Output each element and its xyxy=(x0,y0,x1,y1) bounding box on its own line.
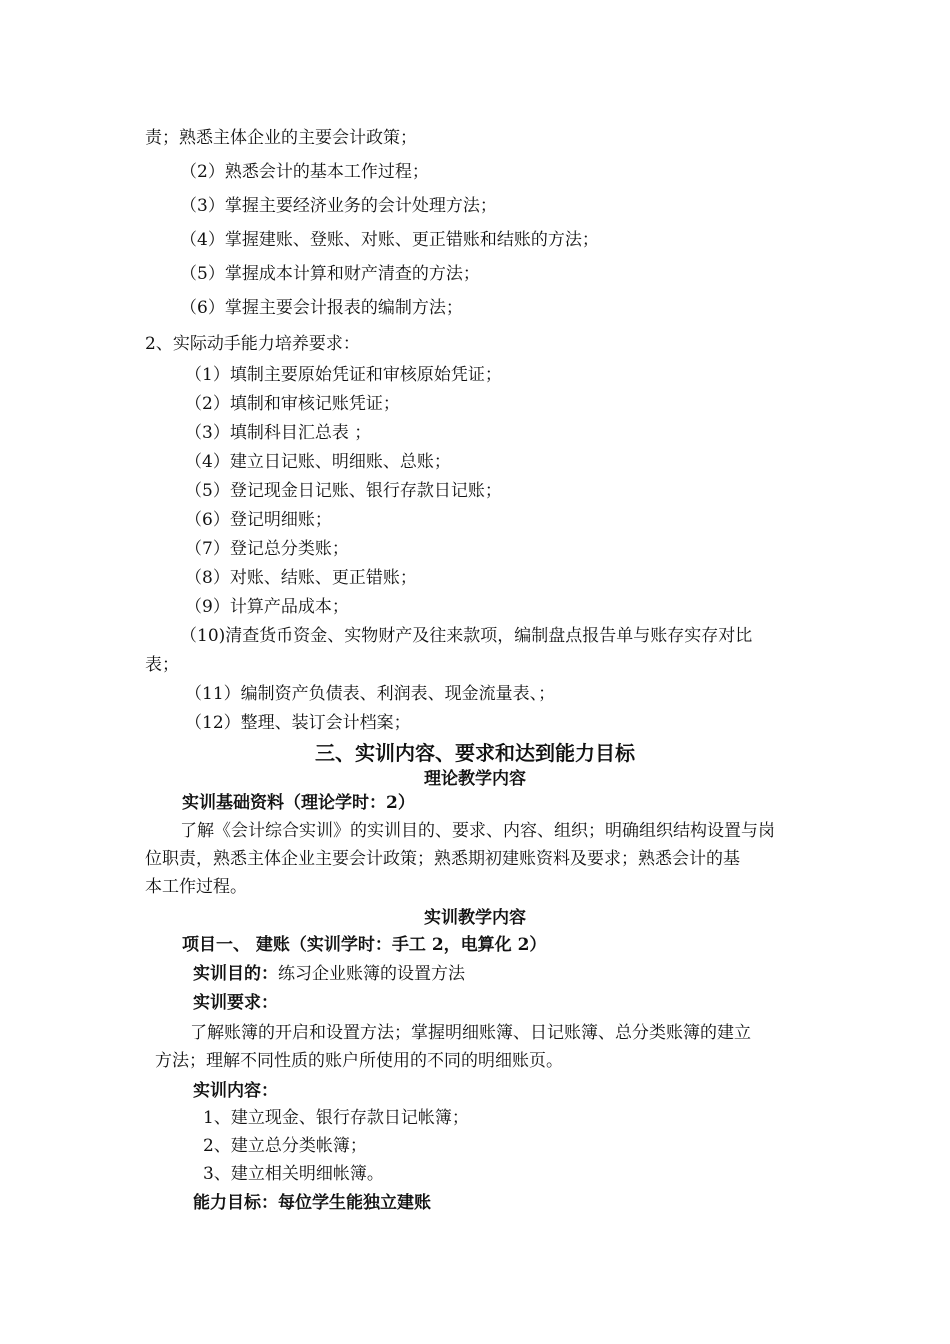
list-item: （12）整理、装订会计档案； xyxy=(185,713,411,733)
list-item: （2）填制和审核记账凭证； xyxy=(185,394,400,414)
purpose-label: 实训目的： xyxy=(193,964,278,984)
paragraph-line: 了解《会计综合实训》的实训目的、要求、内容、组织；明确组织结构设置与岗 xyxy=(180,821,775,841)
list-item: （4）建立日记账、明细账、总账； xyxy=(185,452,451,472)
project-heading: 项目一、 建账（实训学时：手工 2，电算化 2） xyxy=(182,935,547,955)
list-item: （2）熟悉会计的基本工作过程； xyxy=(180,162,429,182)
content-label: 实训内容： xyxy=(193,1081,278,1101)
list-item: （6）登记明细账； xyxy=(185,510,332,530)
list-item: （7）登记总分类账； xyxy=(185,539,349,559)
list-item: （6）掌握主要会计报表的编制方法； xyxy=(180,298,463,318)
list-item: 1、建立现金、银行存款日记帐簿； xyxy=(203,1108,469,1128)
paragraph-line: 了解账簿的开启和设置方法；掌握明细账簿、日记账簿、总分类账簿的建立 xyxy=(190,1023,751,1043)
paragraph-line: 方法；理解不同性质的账户所使用的不同的明细账页。 xyxy=(155,1051,563,1071)
list-item: （3）掌握主要经济业务的会计处理方法； xyxy=(180,196,497,216)
list-item: （1）填制主要原始凭证和审核原始凭证； xyxy=(185,365,502,385)
list-item: （4）掌握建账、登账、对账、更正错账和结账的方法； xyxy=(180,230,599,250)
subsection-heading: 实训基础资料（理论学时：2） xyxy=(182,793,415,813)
subsection-title: 理论教学内容 xyxy=(424,769,526,789)
list-item: 3、建立相关明细帐簿。 xyxy=(203,1164,384,1184)
requirement-label: 实训要求： xyxy=(193,993,278,1013)
list-item: 2、建立总分类帐簿； xyxy=(203,1136,367,1156)
text-line: 表； xyxy=(145,655,179,675)
list-item: （5）登记现金日记账、银行存款日记账； xyxy=(185,481,502,501)
section-title: 三、实训内容、要求和达到能力目标 xyxy=(315,741,635,765)
list-item: （10)清查货币资金、实物财产及往来款项，编制盘点报告单与账存实存对比 xyxy=(180,626,753,646)
text-line: 责；熟悉主体企业的主要会计政策； xyxy=(145,128,417,148)
section-heading: 2、实际动手能力培养要求： xyxy=(145,334,360,354)
paragraph-line: 本工作过程。 xyxy=(145,877,247,897)
paragraph-line: 位职责，熟悉主体企业主要会计政策；熟悉期初建账资料及要求；熟悉会计的基 xyxy=(145,849,740,869)
list-item: （5）掌握成本计算和财产清查的方法； xyxy=(180,264,480,284)
list-item: （9）计算产品成本； xyxy=(185,597,349,617)
list-item: （3）填制科目汇总表 ； xyxy=(185,423,372,443)
purpose-line xyxy=(193,963,465,985)
subsection-title: 实训教学内容 xyxy=(424,908,526,928)
purpose-text: 练习企业账簿的设置方法 xyxy=(278,964,465,984)
ability-goal: 能力目标：每位学生能独立建账 xyxy=(193,1193,431,1213)
list-item: （8）对账、结账、更正错账； xyxy=(185,568,417,588)
list-item: （11）编制资产负债表、利润表、现金流量表、； xyxy=(185,684,556,704)
